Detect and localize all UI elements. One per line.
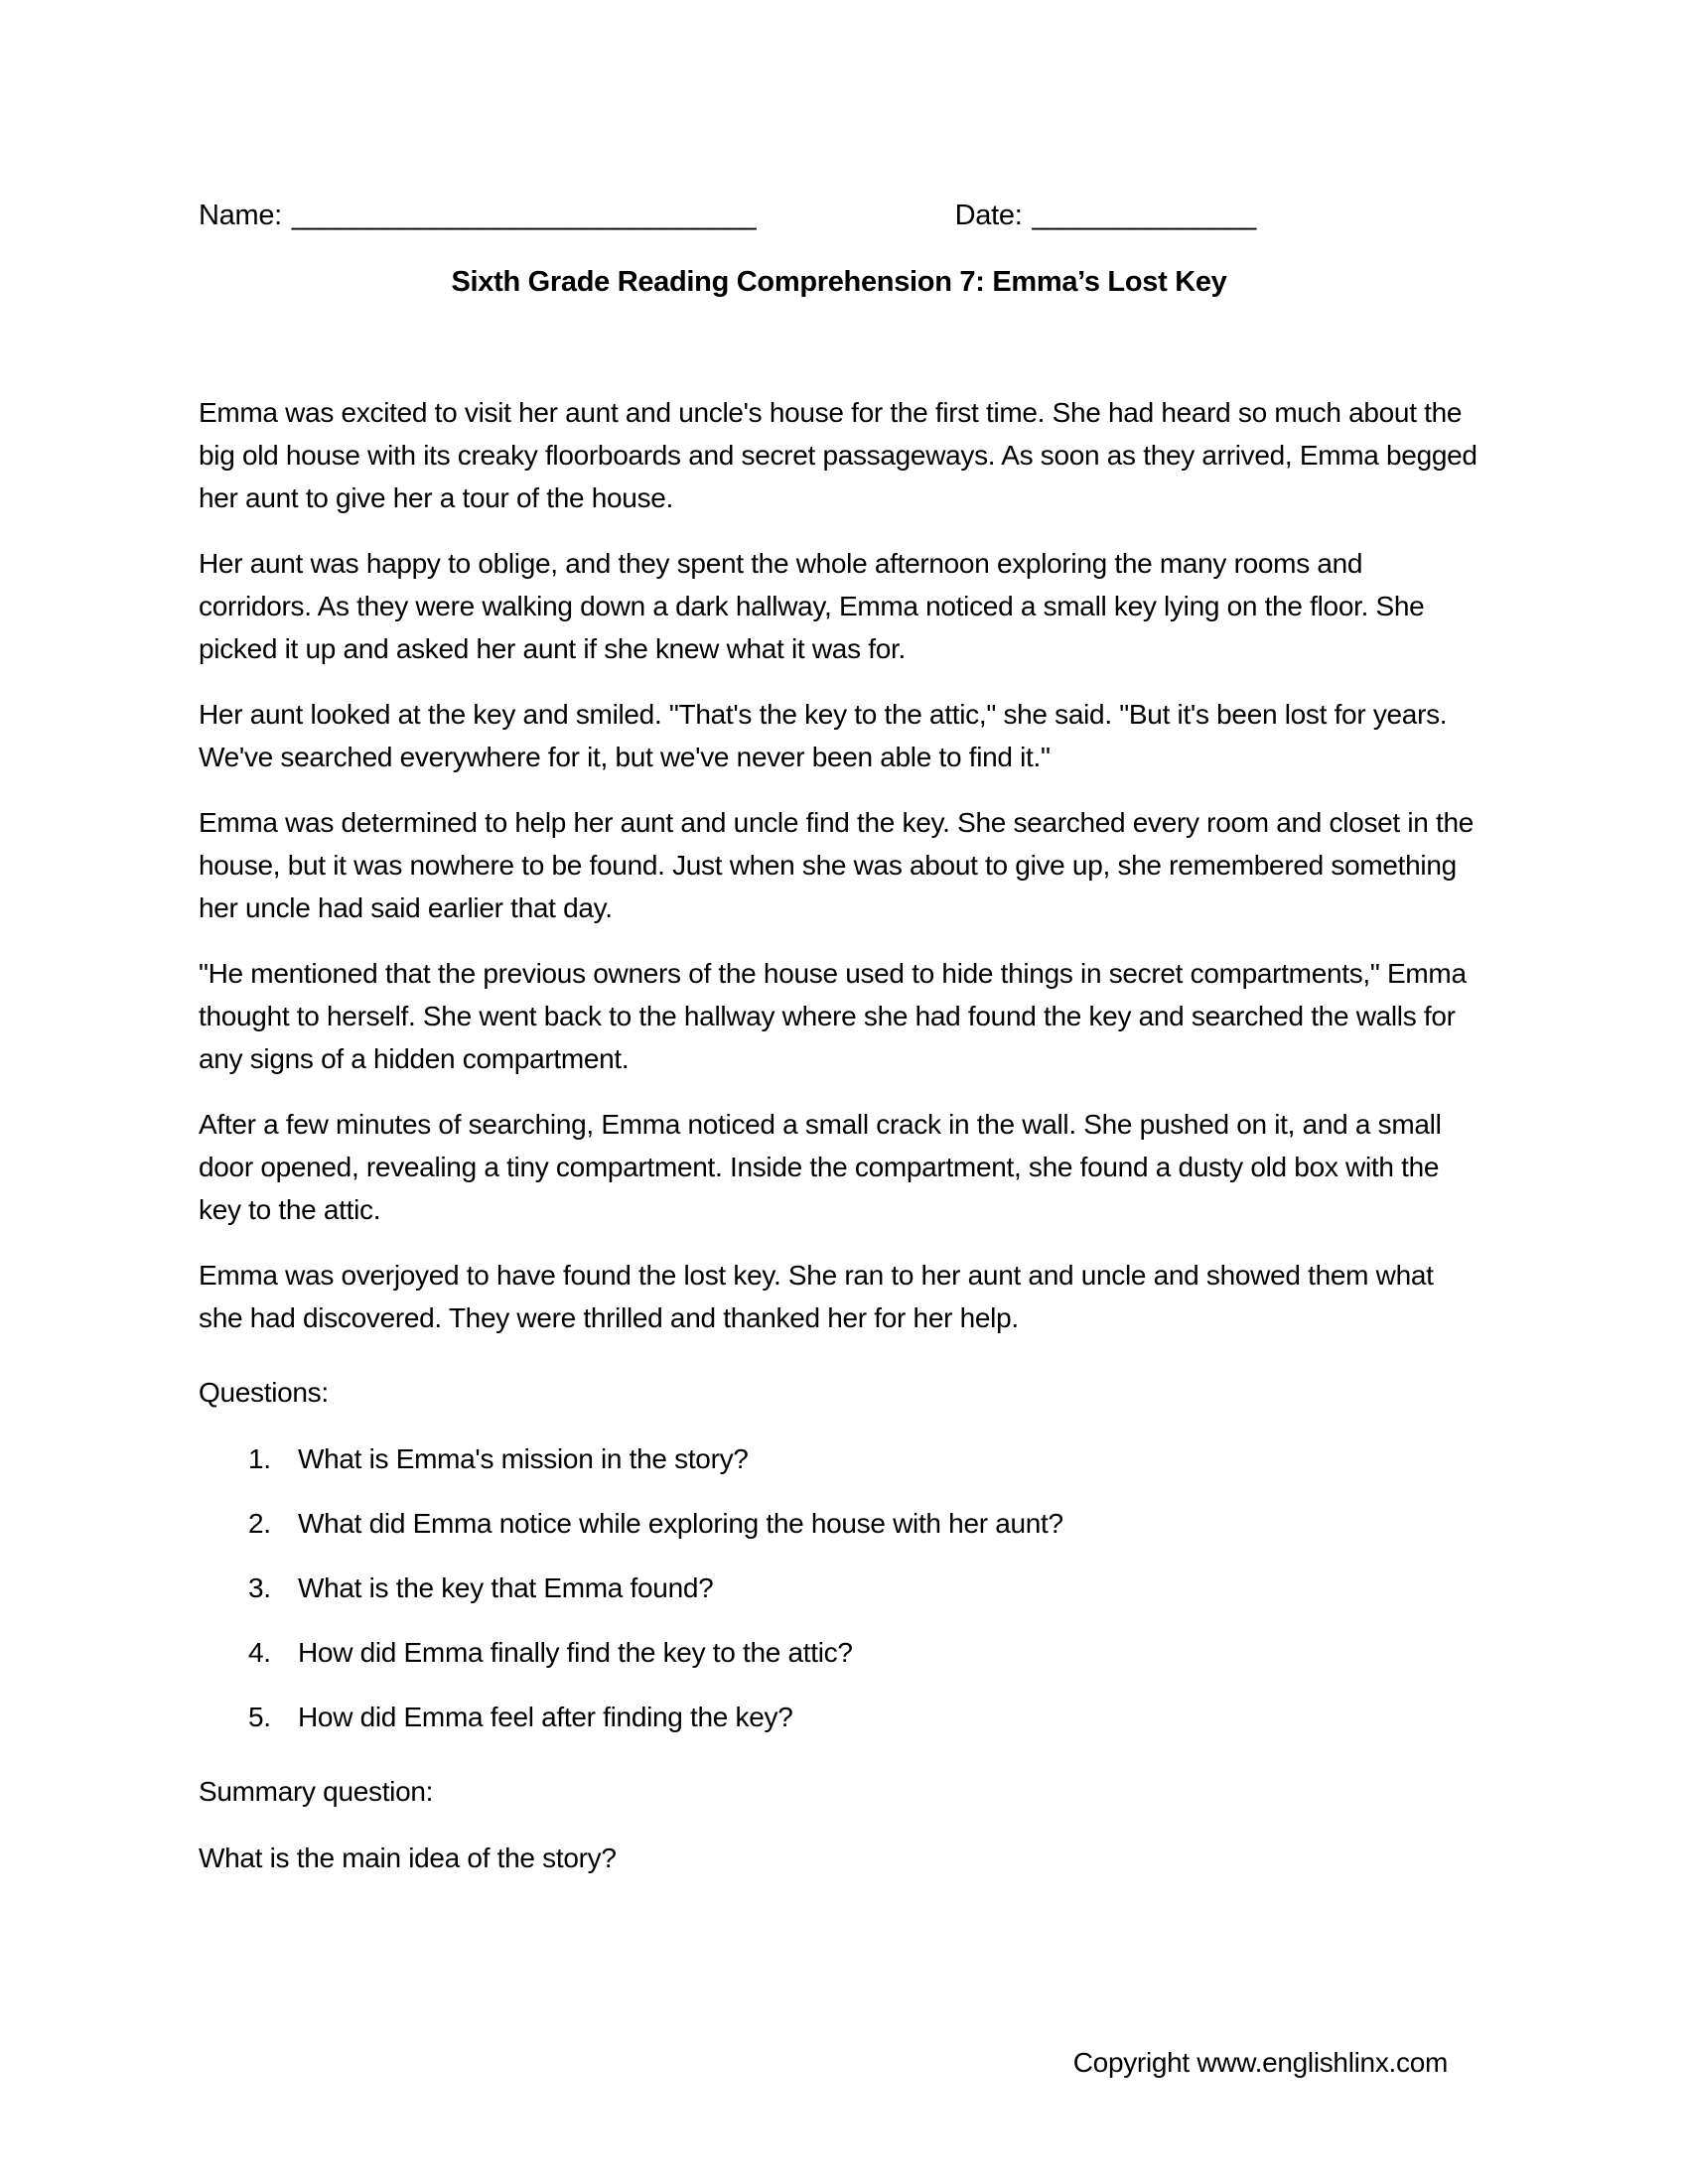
story-paragraph: Her aunt was happy to oblige, and they spent the whole afternoon exploring the many rooms and corridors. As they were walking down a dark hallway, Emma noticed a small key lying on the floor. She picked it up and asked her aunt if she knew what it was for. xyxy=(199,548,1425,664)
question-number: 3. xyxy=(248,1572,271,1603)
header-row xyxy=(199,195,1479,237)
name-field-group xyxy=(199,195,757,237)
question-number: 5. xyxy=(248,1702,271,1732)
summary-question: What is the main idea of the story? xyxy=(199,1843,617,1873)
summary-heading: Summary question: xyxy=(199,1776,434,1807)
story-paragraph: Emma was determined to help her aunt and uncle find the key. She searched every room and closet in the house, but it was nowhere to be found. Just when she was about to give up, she remembered something her uncle had said earlier that day. xyxy=(199,807,1475,923)
question-text: How did Emma feel after finding the key? xyxy=(298,1702,793,1732)
questions-heading: Questions: xyxy=(199,1377,329,1408)
question-item xyxy=(199,1437,1479,1480)
question-text: How did Emma finally find the key to the attic? xyxy=(298,1637,853,1668)
date-blank-line: ______________ xyxy=(1032,200,1257,231)
date-label: Date: xyxy=(954,200,1023,231)
story-paragraph: After a few minutes of searching, Emma noticed a small crack in the wall. She pushed on it, and a small door opened, revealing a tiny compartment. Inside the compartment, she found a dusty old box with the key to the attic. xyxy=(199,1109,1442,1225)
story-paragraph: Emma was excited to visit her aunt and uncle's house for the first time. She had heard so much about the big old house with its creaky floorboards and secret passageways. As soon as they arrived, Emma begged her aunt to give her a tour of the house. xyxy=(199,397,1477,513)
story-body xyxy=(199,391,1479,1339)
name-label: Name: xyxy=(199,200,282,231)
question-number: 4. xyxy=(248,1637,271,1668)
question-item xyxy=(199,1567,1479,1609)
date-field-group xyxy=(955,195,1257,237)
question-number: 1. xyxy=(248,1443,271,1474)
story-paragraph: Her aunt looked at the key and smiled. "That's the key to the attic," she said. "But it's been lost for years. We've searched everywhere for it, but we've never been able to find it." xyxy=(199,699,1448,772)
question-text: What did Emma notice while exploring the house with her aunt? xyxy=(298,1508,1063,1539)
question-number: 2. xyxy=(248,1508,271,1539)
name-blank-line: _____________________________ xyxy=(291,200,757,231)
question-item xyxy=(199,1502,1479,1545)
question-text: What is the key that Emma found? xyxy=(298,1572,714,1603)
questions-list xyxy=(199,1437,1479,1738)
question-text: What is Emma's mission in the story? xyxy=(298,1443,749,1474)
worksheet-title: Sixth Grade Reading Comprehension 7: Emma’s Lost Key xyxy=(451,266,1227,298)
story-paragraph: "He mentioned that the previous owners of the house used to hide things in secret compartments," Emma thought to herself. She went back to the hallway where she had found the key and searched the walls for any signs of a hidden compartment. xyxy=(199,958,1467,1074)
question-item xyxy=(199,1631,1479,1674)
story-paragraph: Emma was overjoyed to have found the lost key. She ran to her aunt and uncle and showed them what she had discovered. They were thrilled and thanked her for her help. xyxy=(199,1260,1434,1333)
question-item xyxy=(199,1696,1479,1738)
copyright-footer: Copyright www.englishlinx.com xyxy=(1072,2047,1448,2078)
